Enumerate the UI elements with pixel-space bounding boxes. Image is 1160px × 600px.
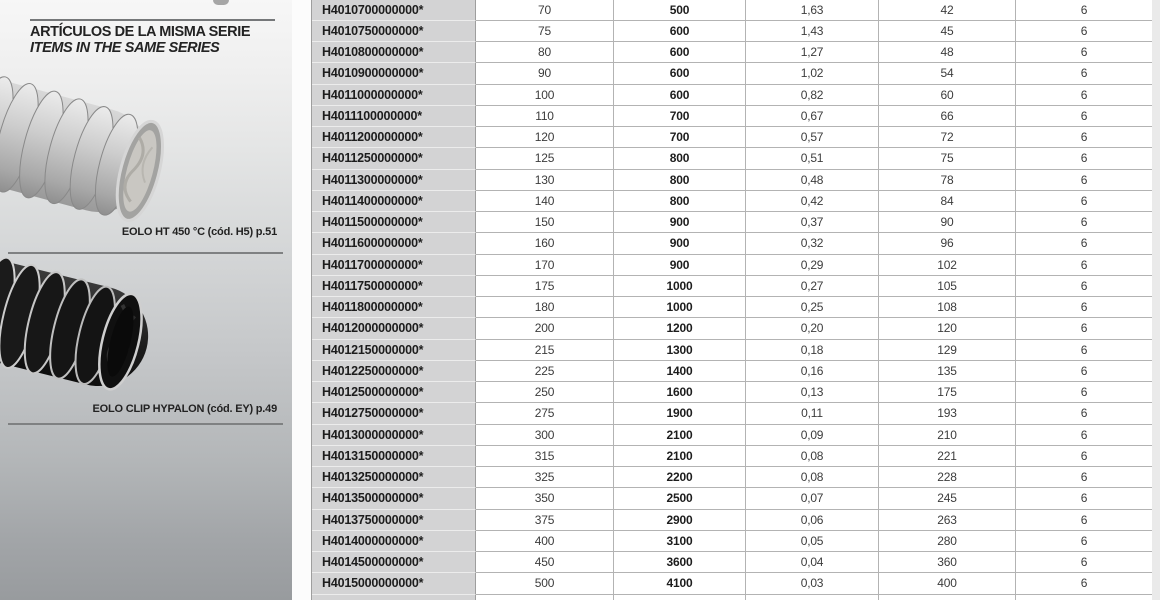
table-row: [312, 296, 1153, 317]
table-cell: 0,51: [746, 147, 879, 168]
table-cell: 0,20: [746, 317, 879, 338]
table-row: [312, 0, 1153, 20]
product-code-cell: [312, 594, 476, 600]
product-code-cell: H4013500000000*: [312, 487, 476, 508]
table-cell: 900: [614, 211, 746, 232]
product-code-cell: H4010900000000*: [312, 62, 476, 83]
table-cell: 6: [1016, 296, 1153, 317]
table-cell: 900: [614, 232, 746, 253]
table-cell: 400: [879, 572, 1016, 593]
product-code-cell: H4010800000000*: [312, 41, 476, 62]
table-cell: 221: [879, 445, 1016, 466]
product-code-cell: H4013750000000*: [312, 509, 476, 530]
table-cell: [746, 594, 879, 600]
table-cell: 66: [879, 105, 1016, 126]
table-cell: 1400: [614, 360, 746, 381]
product-code-cell: H4011100000000*: [312, 105, 476, 126]
table-cell: 6: [1016, 445, 1153, 466]
cropped-content-remnant: [213, 0, 229, 5]
table-cell: 3600: [614, 551, 746, 572]
table-cell: 0,32: [746, 232, 879, 253]
table-cell: 1,43: [746, 20, 879, 41]
table-cell: 100: [476, 84, 614, 105]
table-cell: 325: [476, 466, 614, 487]
table-cell: 6: [1016, 509, 1153, 530]
table-row: [312, 84, 1153, 105]
table-cell: 140: [476, 190, 614, 211]
table-row: [312, 445, 1153, 466]
table-cell: 2100: [614, 445, 746, 466]
table-cell: 6: [1016, 232, 1153, 253]
table-cell: 102: [879, 254, 1016, 275]
table-cell: 600: [614, 84, 746, 105]
cropped-bottom-text-remnant: [48, 596, 210, 600]
product-code-cell: H4011200000000*: [312, 126, 476, 147]
table-cell: 228: [879, 466, 1016, 487]
product-code-cell: H4013250000000*: [312, 466, 476, 487]
table-cell: 75: [476, 20, 614, 41]
table-cell: 84: [879, 190, 1016, 211]
table-cell: 0,11: [746, 402, 879, 423]
table-cell: 135: [879, 360, 1016, 381]
table-cell: 0,67: [746, 105, 879, 126]
table-row: [312, 126, 1153, 147]
product-table-wrap: [311, 0, 1155, 600]
table-row: [312, 530, 1153, 551]
table-cell: 2100: [614, 424, 746, 445]
table-cell: [1016, 594, 1153, 600]
table-row: [312, 339, 1153, 360]
table-cell: 0,18: [746, 339, 879, 360]
table-cell: 2900: [614, 509, 746, 530]
table-cell: 3100: [614, 530, 746, 551]
table-cell: 0,08: [746, 466, 879, 487]
product-code-cell: H4011500000000*: [312, 211, 476, 232]
table-cell: 175: [879, 381, 1016, 402]
table-cell: 700: [614, 126, 746, 147]
table-cell: 1,27: [746, 41, 879, 62]
table-cell: 210: [879, 424, 1016, 445]
table-cell: 6: [1016, 381, 1153, 402]
table-cell: 0,16: [746, 360, 879, 381]
table-cell: 54: [879, 62, 1016, 83]
table-cell: 0,48: [746, 169, 879, 190]
table-cell: 6: [1016, 211, 1153, 232]
divider: [8, 252, 283, 254]
table-cell: 96: [879, 232, 1016, 253]
table-cell: 1,63: [746, 0, 879, 20]
table-cell: 6: [1016, 20, 1153, 41]
table-cell: 2200: [614, 466, 746, 487]
product-caption-eolo-ht: EOLO HT 450 °C (cód. H5) p.51: [121, 226, 277, 238]
sidebar: [0, 0, 292, 600]
product-code-cell: H4010700000000*: [312, 0, 476, 20]
product-code-cell: H4011750000000*: [312, 275, 476, 296]
table-row: [312, 360, 1153, 381]
table-cell: 600: [614, 20, 746, 41]
table-cell: 0,09: [746, 424, 879, 445]
table-cell: 6: [1016, 339, 1153, 360]
table-cell: 500: [614, 0, 746, 20]
table-cell: 129: [879, 339, 1016, 360]
table-cell: 800: [614, 190, 746, 211]
table-row: [312, 317, 1153, 338]
table-cell: 108: [879, 296, 1016, 317]
table-cell: 78: [879, 169, 1016, 190]
table-cell: 42: [879, 0, 1016, 20]
table-cell: 800: [614, 169, 746, 190]
table-cell: 900: [614, 254, 746, 275]
table-cell: 0,29: [746, 254, 879, 275]
table-cell: 200: [476, 317, 614, 338]
black-flexible-duct-image: [0, 258, 205, 400]
table-cell: 225: [476, 360, 614, 381]
table-cell: 275: [476, 402, 614, 423]
table-cell: 315: [476, 445, 614, 466]
product-code-cell: H4014000000000*: [312, 530, 476, 551]
table-cell: 263: [879, 509, 1016, 530]
table-cell: 450: [476, 551, 614, 572]
table-cell: [879, 594, 1016, 600]
table-row: [312, 41, 1153, 62]
product-code-cell: H4012500000000*: [312, 381, 476, 402]
table-cell: 0,03: [746, 572, 879, 593]
product-code-cell: H4011700000000*: [312, 254, 476, 275]
table-cell: 600: [614, 62, 746, 83]
table-cell: 2500: [614, 487, 746, 508]
table-cell: 0,25: [746, 296, 879, 317]
table-cell: 1000: [614, 275, 746, 296]
table-cell: [614, 594, 746, 600]
table-cell: 170: [476, 254, 614, 275]
table-cell: 6: [1016, 41, 1153, 62]
table-cell: 6: [1016, 466, 1153, 487]
table-cell: 0,06: [746, 509, 879, 530]
table-cell: 1200: [614, 317, 746, 338]
page-right-margin: [1152, 0, 1160, 600]
table-row: [312, 20, 1153, 41]
table-cell: 6: [1016, 190, 1153, 211]
table-cell: 0,05: [746, 530, 879, 551]
table-cell: 180: [476, 296, 614, 317]
series-heading-es: ARTÍCULOS DE LA MISMA SERIE: [30, 24, 251, 40]
product-code-cell: H4011800000000*: [312, 296, 476, 317]
table-cell: 1000: [614, 296, 746, 317]
table-cell: 700: [614, 105, 746, 126]
table-cell: 600: [614, 41, 746, 62]
table-cell: 6: [1016, 126, 1153, 147]
table-cell: 6: [1016, 275, 1153, 296]
table-cell: 1300: [614, 339, 746, 360]
table-cell: 1600: [614, 381, 746, 402]
table-cell: 6: [1016, 551, 1153, 572]
table-cell: 0,82: [746, 84, 879, 105]
table-cell: 360: [879, 551, 1016, 572]
table-cell: 6: [1016, 572, 1153, 593]
table-cell: 6: [1016, 169, 1153, 190]
table-row: [312, 254, 1153, 275]
table-cell: 150: [476, 211, 614, 232]
product-code-cell: H4012750000000*: [312, 402, 476, 423]
table-cell: 125: [476, 147, 614, 168]
table-cell: 0,08: [746, 445, 879, 466]
table-row: [312, 466, 1153, 487]
table-row: [312, 275, 1153, 296]
product-code-cell: H4015000000000*: [312, 572, 476, 593]
table-cell: 70: [476, 0, 614, 20]
table-cell: 1900: [614, 402, 746, 423]
table-cell: 0,27: [746, 275, 879, 296]
table-row: [312, 147, 1153, 168]
table-cell: 90: [476, 62, 614, 83]
table-row: [312, 424, 1153, 445]
table-cell: 80: [476, 41, 614, 62]
product-code-cell: H4011600000000*: [312, 232, 476, 253]
product-code-cell: H4014500000000*: [312, 551, 476, 572]
table-cell: 0,37: [746, 211, 879, 232]
product-code-cell: H4011250000000*: [312, 147, 476, 168]
table-cell: 72: [879, 126, 1016, 147]
table-cell: 6: [1016, 0, 1153, 20]
table-cell: 4100: [614, 572, 746, 593]
table-cell: 120: [476, 126, 614, 147]
table-row: [312, 211, 1153, 232]
series-heading: [30, 25, 280, 56]
table-row: [312, 232, 1153, 253]
table-row: [312, 62, 1153, 83]
product-table-body: [312, 0, 1153, 600]
table-cell: 48: [879, 41, 1016, 62]
product-table: [312, 0, 1153, 600]
product-code-cell: H4010750000000*: [312, 20, 476, 41]
table-cell: 6: [1016, 530, 1153, 551]
divider: [8, 423, 283, 425]
table-cell: 6: [1016, 254, 1153, 275]
table-row: [312, 509, 1153, 530]
table-row: [312, 572, 1153, 593]
table-cell: 500: [476, 572, 614, 593]
table-cell: 6: [1016, 317, 1153, 338]
table-cell: 300: [476, 424, 614, 445]
table-cell: 6: [1016, 62, 1153, 83]
table-row: [312, 402, 1153, 423]
table-row: [312, 169, 1153, 190]
table-cell: 130: [476, 169, 614, 190]
table-cell: 160: [476, 232, 614, 253]
series-heading-en: ITEMS IN THE SAME SERIES: [30, 39, 220, 56]
table-cell: 800: [614, 147, 746, 168]
table-cell: [476, 594, 614, 600]
product-code-cell: H4013150000000*: [312, 445, 476, 466]
table-cell: 6: [1016, 105, 1153, 126]
table-cell: 6: [1016, 147, 1153, 168]
table-cell: 6: [1016, 360, 1153, 381]
gray-flexible-duct-image: [0, 76, 205, 226]
table-cell: 6: [1016, 487, 1153, 508]
table-cell: 110: [476, 105, 614, 126]
table-cell: 6: [1016, 424, 1153, 445]
product-code-cell: H4012250000000*: [312, 360, 476, 381]
product-code-cell: H4012150000000*: [312, 339, 476, 360]
table-cell: 245: [879, 487, 1016, 508]
table-row: [312, 190, 1153, 211]
table-cell: 280: [879, 530, 1016, 551]
table-cell: 215: [476, 339, 614, 360]
table-row: [312, 381, 1153, 402]
product-code-cell: H4011000000000*: [312, 84, 476, 105]
table-cell: 400: [476, 530, 614, 551]
table-row: [312, 551, 1153, 572]
table-cell: 120: [879, 317, 1016, 338]
table-cell: 90: [879, 211, 1016, 232]
table-cell: 75: [879, 147, 1016, 168]
table-cell: 0,42: [746, 190, 879, 211]
product-caption-eolo-clip: EOLO CLIP HYPALON (cód. EY) p.49: [92, 403, 277, 415]
table-row: [312, 105, 1153, 126]
table-row: [312, 594, 1153, 600]
product-code-cell: H4011400000000*: [312, 190, 476, 211]
divider: [30, 19, 275, 21]
table-cell: 175: [476, 275, 614, 296]
table-cell: 6: [1016, 402, 1153, 423]
table-cell: 0,07: [746, 487, 879, 508]
product-code-cell: H4012000000000*: [312, 317, 476, 338]
product-code-cell: H4013000000000*: [312, 424, 476, 445]
table-row: [312, 487, 1153, 508]
table-cell: 350: [476, 487, 614, 508]
table-cell: 193: [879, 402, 1016, 423]
table-cell: 0,13: [746, 381, 879, 402]
table-cell: 375: [476, 509, 614, 530]
table-cell: 105: [879, 275, 1016, 296]
table-cell: 1,02: [746, 62, 879, 83]
table-cell: 0,57: [746, 126, 879, 147]
product-code-cell: H4011300000000*: [312, 169, 476, 190]
table-cell: 0,04: [746, 551, 879, 572]
table-cell: 60: [879, 84, 1016, 105]
table-cell: 250: [476, 381, 614, 402]
table-cell: 6: [1016, 84, 1153, 105]
table-cell: 45: [879, 20, 1016, 41]
